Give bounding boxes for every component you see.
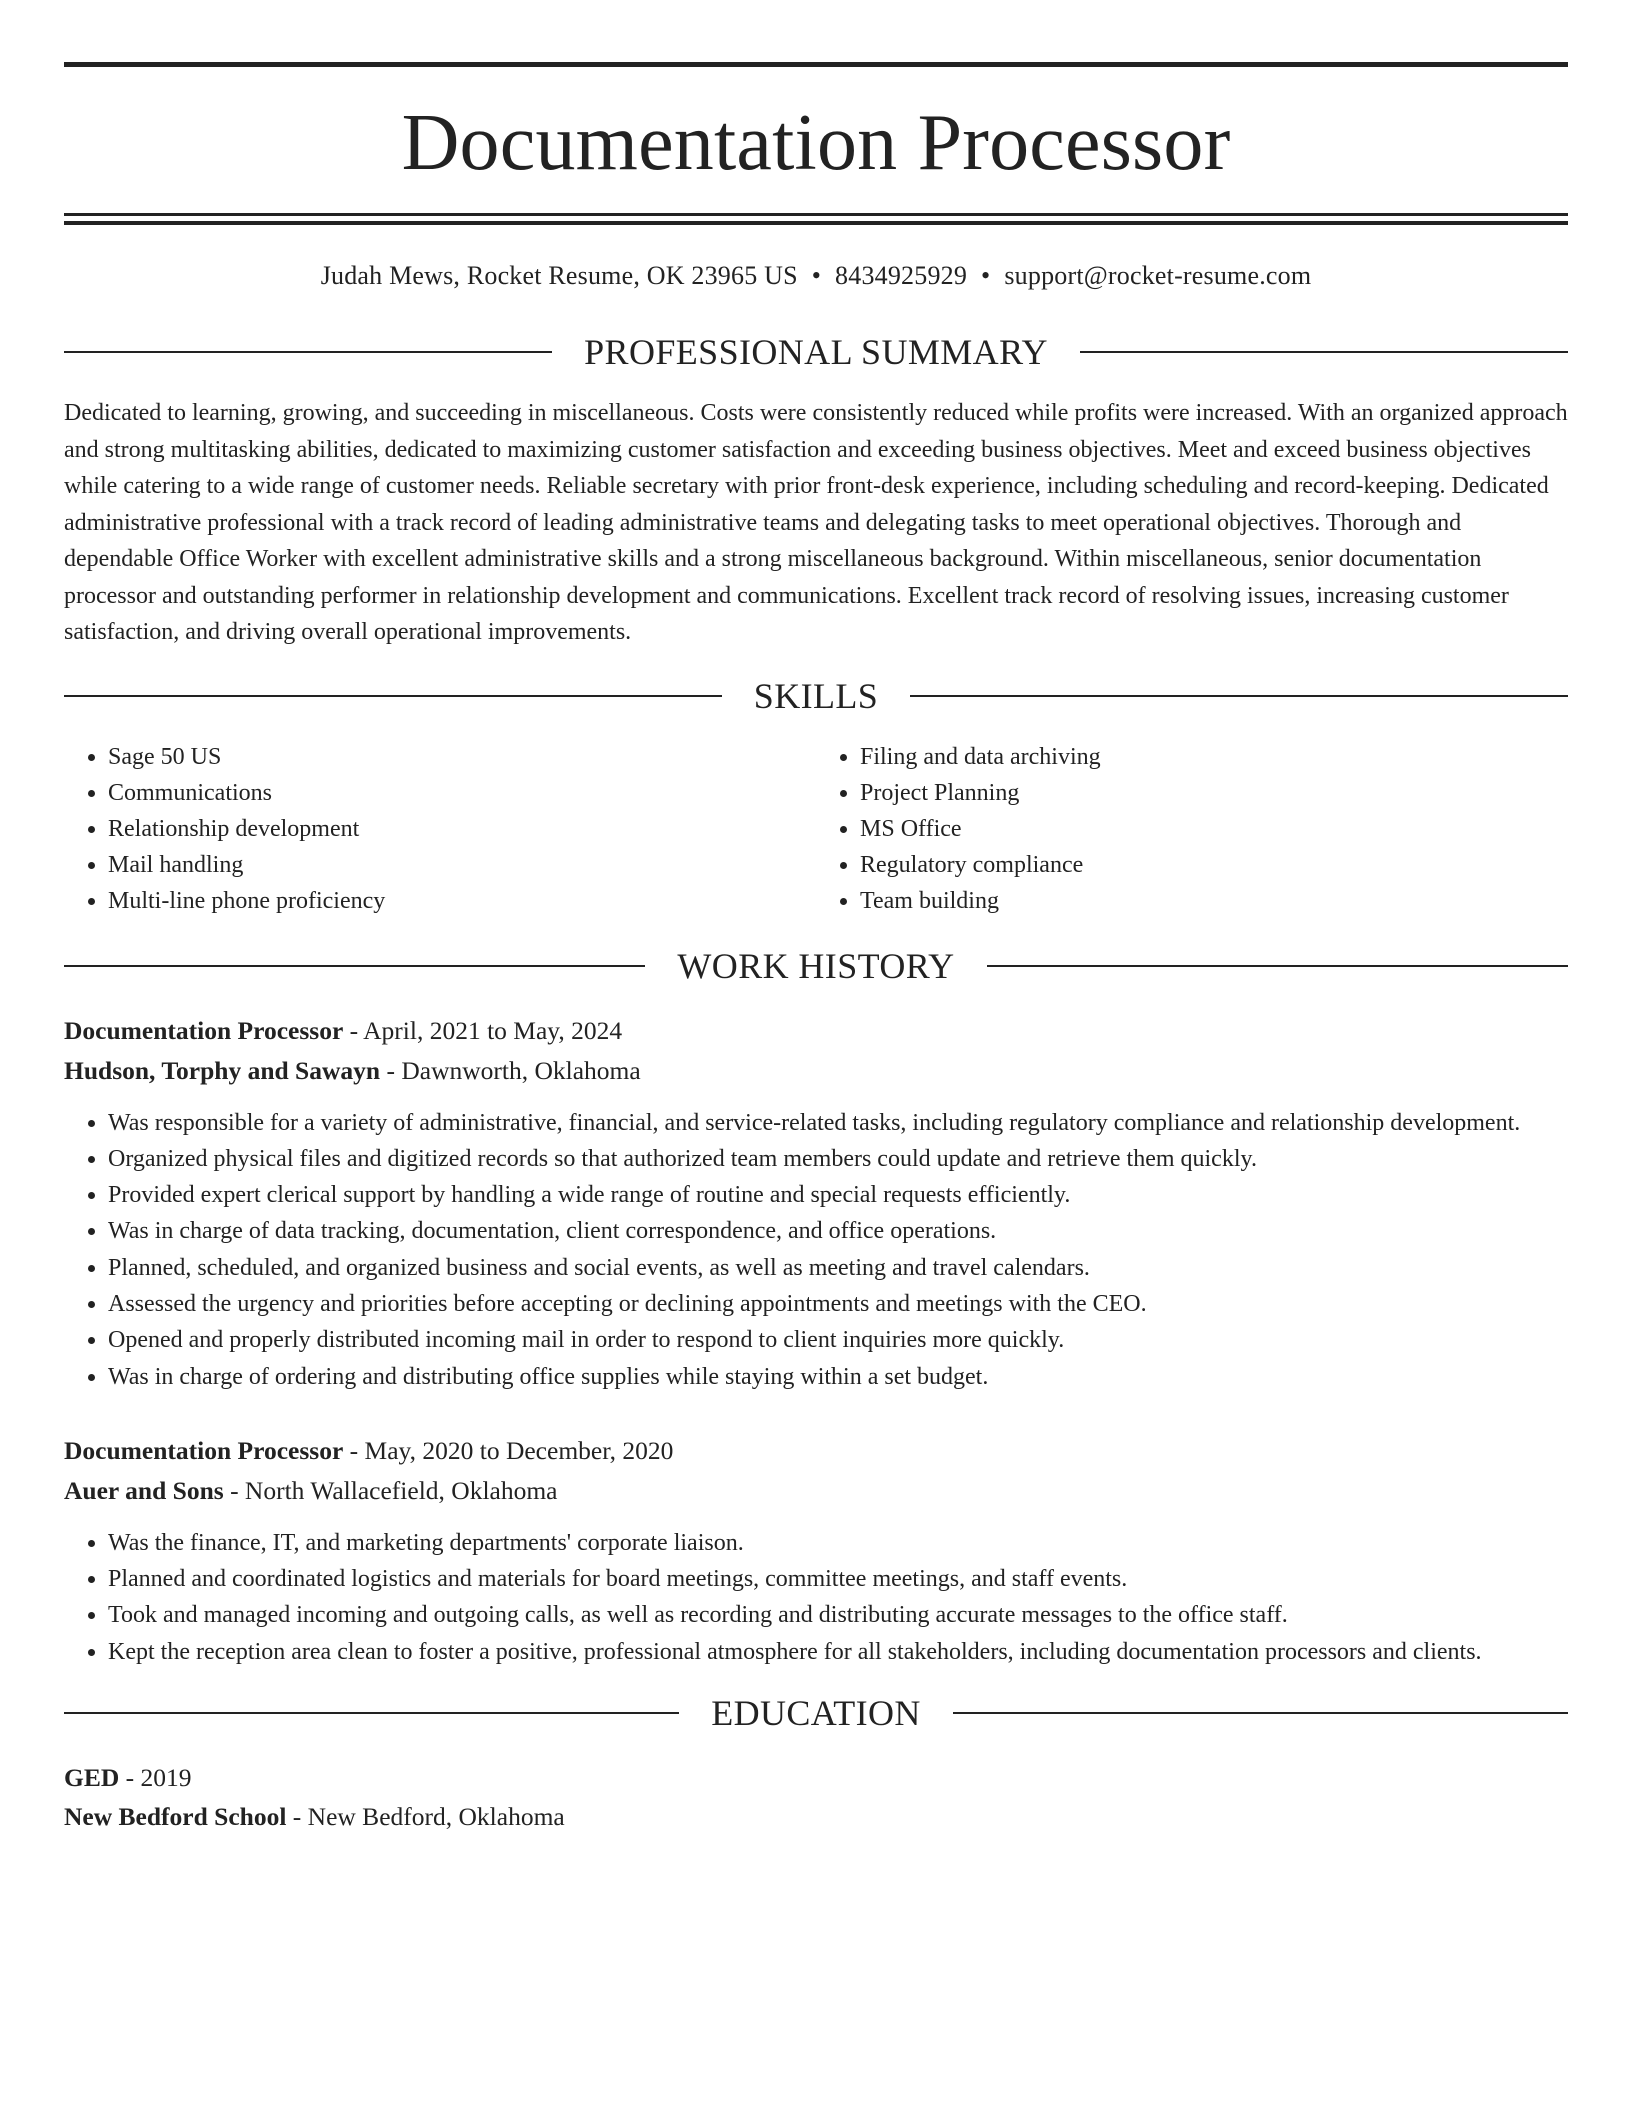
skill-item: • Communications xyxy=(108,775,816,811)
contact-email: support@rocket-resume.com xyxy=(1004,261,1312,290)
job-company: Hudson, Torphy and Sawayn xyxy=(64,1055,381,1085)
job-duty: • Planned, scheduled, and organized business and social events, as well as meeting and travel calendars. xyxy=(108,1250,1568,1286)
header-double-rule xyxy=(64,213,1568,225)
heading-rule-right xyxy=(953,1712,1568,1714)
professional-summary: Dedicated to learning, growing, and succeeding in miscellaneous. Costs were consistently reduced while profits were increased. With an organized approach and strong multitasking abilities, dedicated to maximizing customer satisfaction and exceeding business objectives. Meet and exceed business objectives while catering to a wide range of customer needs. Reliable secretary with prior front-desk experience, including scheduling and record-keeping. Dedicated administrative professional with a track record of leading administrative teams and delegating tasks to meet operational objectives. Thorough and dependable Office Worker with excellent administrative skills and a strong miscellaneous background. Within miscellaneous, senior documentation processor and outstanding performer in relationship development and communications. Excellent track record of resolving issues, increasing customer satisfaction, and driving overall operational improvements. xyxy=(64,400,1568,645)
education-heading xyxy=(64,1692,1568,1734)
school-name: New Bedford School xyxy=(64,1802,287,1832)
skill-item: • Relationship development xyxy=(108,811,816,847)
work-history xyxy=(64,1011,1568,1671)
skill-item: • Team building xyxy=(860,883,1568,919)
skill-item: • Project Planning xyxy=(860,775,1568,811)
job-location: - North Wallacefield, Oklahoma xyxy=(223,1475,558,1505)
school-location: - New Bedford, Oklahoma xyxy=(286,1802,565,1832)
job-title: Documentation Processor xyxy=(64,1015,344,1045)
heading-rule-right xyxy=(987,965,1568,967)
degree-line xyxy=(64,1758,1568,1797)
job-dates: - April, 2021 to May, 2024 xyxy=(343,1015,623,1045)
heading-rule-left xyxy=(64,351,552,353)
skills-heading xyxy=(64,675,1568,717)
heading-rule-left xyxy=(64,695,722,697)
job-duties xyxy=(64,1105,1568,1395)
job-title-line xyxy=(64,1011,1568,1051)
skills-column-left xyxy=(64,739,816,919)
work-history-heading xyxy=(64,945,1568,987)
job-duty: • Planned and coordinated logistics and materials for board meetings, committee meetings, and staff events. xyxy=(108,1561,1568,1597)
contact-phone: 8434925929 xyxy=(835,261,968,290)
job-duty: • Was the finance, IT, and marketing departments' corporate liaison. xyxy=(108,1525,1568,1561)
school-line xyxy=(64,1797,1568,1836)
job-duty: • Was in charge of data tracking, documentation, client correspondence, and office operations. xyxy=(108,1213,1568,1249)
education-heading-title: EDUCATION xyxy=(711,1693,921,1734)
job-company-line xyxy=(64,1471,1568,1511)
skills-heading-title: SKILLS xyxy=(753,675,879,716)
skills-list xyxy=(64,739,1568,919)
contact-address: Judah Mews, Rocket Resume, OK 23965 US xyxy=(320,261,798,290)
top-rule xyxy=(64,62,1568,67)
degree-year: - 2019 xyxy=(119,1763,192,1793)
skill-item: • Filing and data archiving xyxy=(860,739,1568,775)
job-duty: • Was responsible for a variety of administrative, financial, and service-related tasks, including regulatory compliance and relationship development. xyxy=(108,1105,1568,1141)
summary-heading xyxy=(64,331,1568,373)
job-company: Auer and Sons xyxy=(64,1475,224,1505)
job-duty: • Organized physical files and digitized records so that authorized team members could update and retrieve them quickly. xyxy=(108,1141,1568,1177)
summary-heading-title: PROFESSIONAL SUMMARY xyxy=(584,332,1048,372)
job-duties xyxy=(64,1525,1568,1670)
work-history-heading-title: WORK HISTORY xyxy=(677,945,955,986)
job-dates: - May, 2020 to December, 2020 xyxy=(343,1435,674,1465)
job-duty: • Provided expert clerical support by handling a wide range of routine and special requests efficiently. xyxy=(108,1177,1568,1213)
job-company-line xyxy=(64,1051,1568,1091)
skill-item: • Multi-line phone proficiency xyxy=(108,883,816,919)
heading-rule-left xyxy=(64,965,645,967)
skills-column-right xyxy=(816,739,1568,919)
skill-item: • MS Office xyxy=(860,811,1568,847)
degree: GED xyxy=(64,1763,120,1793)
job-duty: • Opened and properly distributed incoming mail in order to respond to client inquiries more quickly. xyxy=(108,1322,1568,1358)
job-duty: • Was in charge of ordering and distributing office supplies while staying within a set budget. xyxy=(108,1359,1568,1395)
education-entry xyxy=(64,1758,1568,1836)
heading-rule-left xyxy=(64,1712,679,1714)
contact-separator: • xyxy=(811,261,822,290)
job-duty: • Assessed the urgency and priorities before accepting or declining appointments and meetings with the CEO. xyxy=(108,1286,1568,1322)
job-duty: • Took and managed incoming and outgoing calls, as well as recording and distributing accurate messages to the office staff. xyxy=(108,1597,1568,1633)
skill-item: • Sage 50 US xyxy=(108,739,816,775)
job-location: - Dawnworth, Oklahoma xyxy=(380,1055,641,1085)
job-title-line xyxy=(64,1431,1568,1471)
candidate-name: Documentation Processor xyxy=(401,99,1231,187)
job-duty: • Kept the reception area clean to foster a positive, professional atmosphere for all stakeholders, including documentation processors and clients. xyxy=(108,1634,1568,1670)
contact-separator: • xyxy=(981,261,991,290)
job-entry xyxy=(64,1011,1568,1395)
heading-rule-right xyxy=(1080,351,1568,353)
skill-item: • Regulatory compliance xyxy=(860,847,1568,883)
job-title: Documentation Processor xyxy=(64,1435,344,1465)
skill-item: • Mail handling xyxy=(108,847,816,883)
contact-line xyxy=(64,261,1568,291)
job-entry xyxy=(64,1431,1568,1670)
heading-rule-right xyxy=(910,695,1568,697)
